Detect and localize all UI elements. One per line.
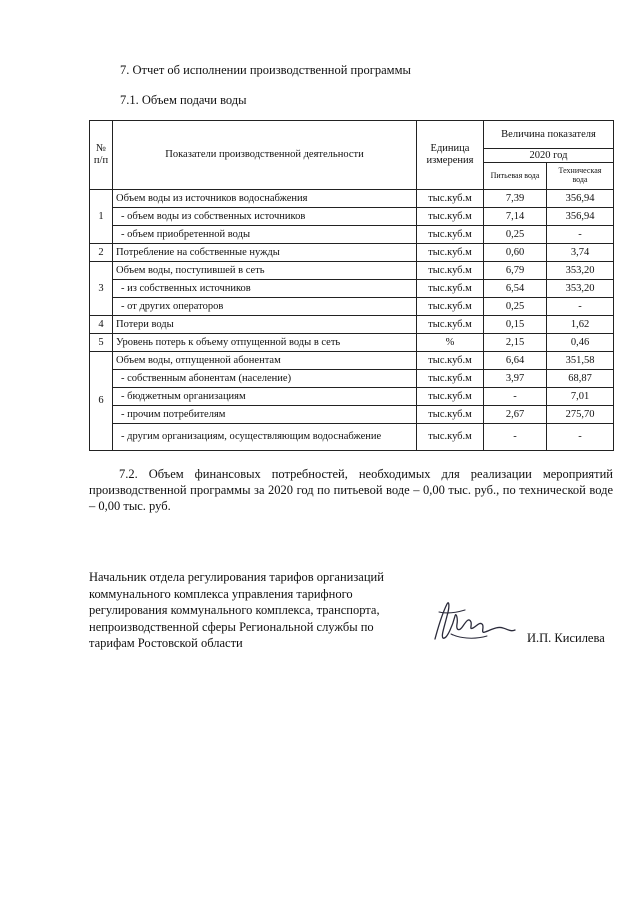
paragraph-7-2: 7.2. Объем финансовых потребностей, необходимых для реализации мероприятий производственной программы за 2020 год по питьевой воде – 0,00 тыс. руб., по технической воде – 0,00 тыс. руб. (89, 467, 613, 513)
row-drinking-value: 2,15 (484, 334, 547, 352)
row-drinking-value: 7,39 (484, 190, 547, 208)
header-unit: Единица измерения (417, 121, 484, 190)
row-unit: % (417, 334, 484, 352)
table-row (90, 190, 614, 208)
signatory-name: И.П. Кисилева (527, 631, 605, 645)
row-drinking-value: 3,97 (484, 370, 547, 388)
row-unit: тыс.куб.м (417, 388, 484, 406)
row-number: 5 (90, 334, 113, 352)
section-title: 7. Отчет об исполнении производственной программы (120, 63, 411, 77)
row-unit: тыс.куб.м (417, 424, 484, 451)
row-technical-value: - (547, 298, 614, 316)
row-drinking-value: - (484, 388, 547, 406)
table-row (90, 370, 614, 388)
header-year: 2020 год (484, 149, 614, 163)
table-row (90, 316, 614, 334)
row-number: 6 (90, 352, 113, 451)
table-row (90, 226, 614, 244)
table-row (90, 298, 614, 316)
row-indicator: Объем воды, поступившей в сеть (113, 262, 417, 280)
row-indicator: Потери воды (113, 316, 417, 334)
table-row (90, 280, 614, 298)
row-drinking-value: 0,60 (484, 244, 547, 262)
row-drinking-value: 0,25 (484, 298, 547, 316)
row-indicator: - прочим потребителям (113, 406, 417, 424)
row-technical-value: 7,01 (547, 388, 614, 406)
water-supply-table (89, 120, 614, 451)
row-number: 1 (90, 190, 113, 244)
row-technical-value: 353,20 (547, 280, 614, 298)
table-row (90, 244, 614, 262)
row-technical-value: - (547, 226, 614, 244)
row-unit: тыс.куб.м (417, 280, 484, 298)
row-technical-value: 1,62 (547, 316, 614, 334)
row-technical-value: 275,70 (547, 406, 614, 424)
table-row (90, 388, 614, 406)
row-number: 4 (90, 316, 113, 334)
row-unit: тыс.куб.м (417, 244, 484, 262)
subsection-title: 7.1. Объем подачи воды (120, 93, 247, 107)
row-unit: тыс.куб.м (417, 316, 484, 334)
row-unit: тыс.куб.м (417, 262, 484, 280)
row-indicator: Объем воды из источников водоснабжения (113, 190, 417, 208)
row-technical-value: 0,46 (547, 334, 614, 352)
header-indicator: Показатели производственной деятельности (113, 121, 417, 190)
row-unit: тыс.куб.м (417, 190, 484, 208)
row-drinking-value: 6,79 (484, 262, 547, 280)
table-row (90, 262, 614, 280)
row-unit: тыс.куб.м (417, 406, 484, 424)
row-technical-value: - (547, 424, 614, 451)
row-unit: тыс.куб.м (417, 298, 484, 316)
row-indicator: - из собственных источников (113, 280, 417, 298)
row-technical-value: 356,94 (547, 190, 614, 208)
row-unit: тыс.куб.м (417, 208, 484, 226)
header-value-group: Величина показателя (484, 121, 614, 149)
row-drinking-value: 2,67 (484, 406, 547, 424)
row-number: 2 (90, 244, 113, 262)
row-indicator: - собственным абонентам (население) (113, 370, 417, 388)
table-row (90, 334, 614, 352)
row-unit: тыс.куб.м (417, 226, 484, 244)
row-drinking-value: - (484, 424, 547, 451)
row-drinking-value: 7,14 (484, 208, 547, 226)
row-unit: тыс.куб.м (417, 352, 484, 370)
signatory-position: Начальник отдела регулирования тарифов организаций коммунального комплекса управления тарифного регулирования коммунального комплекса, транспорта, непроизводственной сферы Региональной службы по тарифам Ростовской области (89, 570, 384, 650)
row-indicator: Объем воды, отпущенной абонентам (113, 352, 417, 370)
handwritten-signature-icon (425, 594, 520, 654)
row-technical-value: 353,20 (547, 262, 614, 280)
row-number: 3 (90, 262, 113, 316)
table-row (90, 352, 614, 370)
table-row (90, 406, 614, 424)
header-drinking: Питьевая вода (484, 163, 547, 190)
row-indicator: Уровень потерь к объему отпущенной воды в сеть (113, 334, 417, 352)
table-row (90, 208, 614, 226)
header-num: № п/п (90, 121, 113, 190)
row-technical-value: 3,74 (547, 244, 614, 262)
row-drinking-value: 0,25 (484, 226, 547, 244)
row-indicator: - бюджетным организациям (113, 388, 417, 406)
row-drinking-value: 6,54 (484, 280, 547, 298)
row-indicator: - объем воды из собственных источников (113, 208, 417, 226)
row-drinking-value: 6,64 (484, 352, 547, 370)
row-technical-value: 351,58 (547, 352, 614, 370)
row-indicator: - от других операторов (113, 298, 417, 316)
row-technical-value: 356,94 (547, 208, 614, 226)
row-unit: тыс.куб.м (417, 370, 484, 388)
row-indicator: - другим организациям, осуществляющим водоснабжение (113, 424, 417, 451)
row-technical-value: 68,87 (547, 370, 614, 388)
table-row (90, 424, 614, 451)
table-body (90, 190, 614, 451)
row-drinking-value: 0,15 (484, 316, 547, 334)
row-indicator: Потребление на собственные нужды (113, 244, 417, 262)
row-indicator: - объем приобретенной воды (113, 226, 417, 244)
header-technical: Техническая вода (547, 163, 614, 190)
